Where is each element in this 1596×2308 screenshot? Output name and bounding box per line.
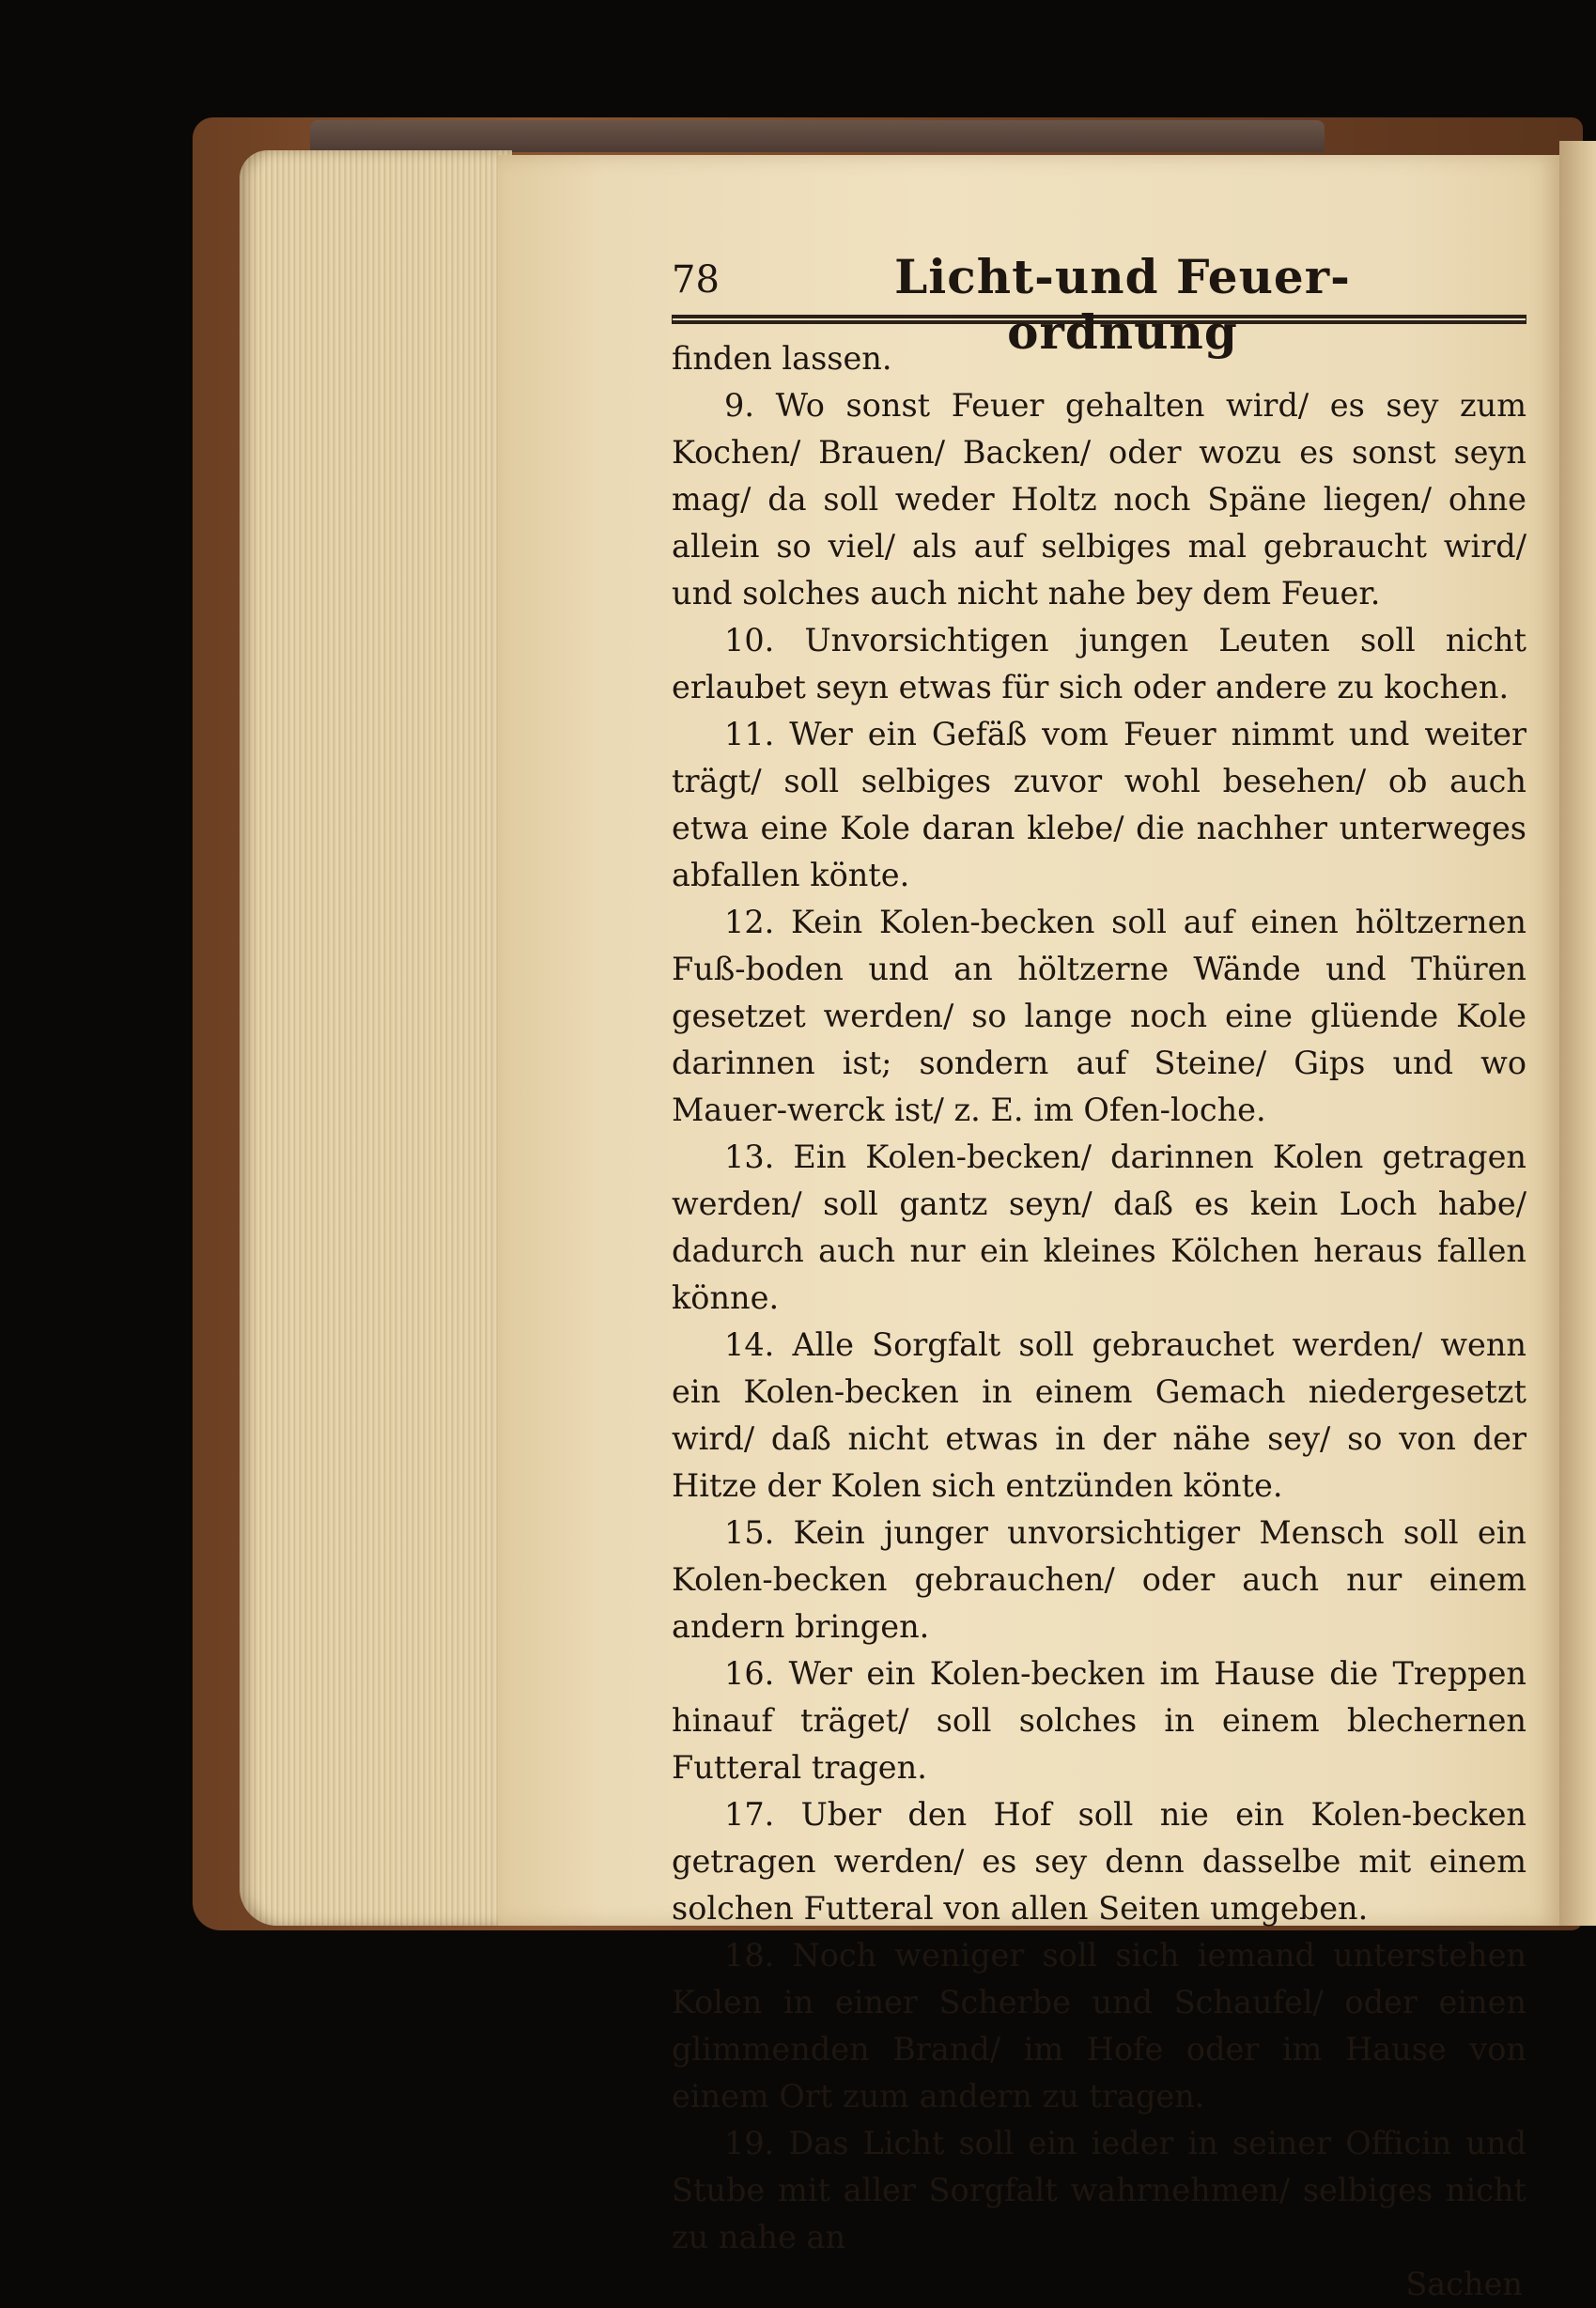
paragraph-number: 14. bbox=[724, 1326, 775, 1363]
page-edges bbox=[240, 150, 512, 1926]
paragraph-14 bbox=[672, 1322, 1526, 1510]
page-body bbox=[672, 335, 1526, 2261]
paragraph-text: Unvorsichtigen jungen Leuten soll nicht erlaubet seyn etwas für sich oder andere zu kochen. bbox=[672, 622, 1526, 705]
paragraph-number: 10. bbox=[724, 622, 775, 658]
book-spine-top bbox=[310, 120, 1325, 152]
paragraph-19 bbox=[672, 2120, 1526, 2261]
paragraph-17 bbox=[672, 1791, 1526, 1932]
paragraph-number: 17. bbox=[724, 1796, 775, 1833]
paragraph-number: 13. bbox=[724, 1139, 775, 1175]
paragraph-text: Wer ein Gefäß vom Feuer nimmt und weiter trägt/ soll selbiges zuvor wohl besehen/ ob auch etwa eine Kole daran klebe/ die nachher unterweges abfallen könte. bbox=[672, 716, 1526, 893]
paragraph-number: 19. bbox=[724, 2125, 775, 2161]
paragraph-text: Das Licht soll ein ieder in seiner Officin und Stube mit aller Sorgfalt wahrnehmen/ selbiges nicht zu nahe an bbox=[672, 2125, 1527, 2255]
paragraph-12 bbox=[672, 899, 1526, 1134]
paragraph-number: 11. bbox=[724, 716, 775, 752]
paragraph-number: 15. bbox=[724, 1514, 775, 1551]
paragraph-text: Wer ein Kolen-becken im Hause die Treppen hinauf träget/ soll solches in einem blechernen Futteral tragen. bbox=[672, 1655, 1526, 1786]
facing-page-edge bbox=[1559, 141, 1596, 1926]
paragraph-text: Ein Kolen-becken/ darinnen Kolen getragen werden/ soll gantz seyn/ daß es kein Loch habe/ dadurch auch nur ein kleines Kölchen heraus fallen könne. bbox=[672, 1139, 1526, 1316]
paragraph-15 bbox=[672, 1510, 1526, 1650]
paragraph-9 bbox=[672, 382, 1526, 617]
paragraph-text: Kein junger unvorsichtiger Mensch soll ein Kolen-becken gebrauchen/ oder auch nur einem andern bringen. bbox=[672, 1514, 1526, 1645]
page-number: 78 bbox=[672, 258, 720, 302]
paragraph-16 bbox=[672, 1650, 1526, 1791]
paragraph-text: Noch weniger soll sich iemand unterstehen Kolen in einer Scherbe und Schaufel/ oder einen glimmenden Brand/ im Hofe oder im Hause von einem Ort zum andern zu tragen. bbox=[672, 1937, 1527, 2114]
paragraph-text: Wo sonst Feuer gehalten wird/ es sey zum Kochen/ Brauen/ Backen/ oder wozu es sonst seyn mag/ da soll weder Holtz noch Späne liegen/ ohne allein so viel/ als auf selbiges mal gebraucht wird/ und solches auch nicht nahe bey dem Feuer. bbox=[672, 387, 1526, 612]
continuation-line: finden lassen. bbox=[672, 340, 892, 377]
paragraph-number: 18. bbox=[724, 1937, 775, 1974]
paragraph-11 bbox=[672, 711, 1526, 899]
paragraph-13 bbox=[672, 1134, 1526, 1322]
paragraph-number: 9. bbox=[724, 387, 754, 424]
catchword: Sachen bbox=[1405, 2266, 1523, 2302]
paragraph-18 bbox=[672, 1932, 1526, 2120]
paragraph-text: Kein Kolen-becken soll auf einen höltzernen Fuß-boden und an höltzerne Wände und Thüren gesetzet werden/ so lange noch eine glüende Kole darinnen ist; sondern auf Steine/ Gips und wo Mauer-werck ist/ z. E. im Ofen-loche. bbox=[672, 904, 1526, 1128]
running-title: Licht-und Feuer-ordnung bbox=[894, 249, 1351, 360]
paragraph-text: Alle Sorgfalt soll gebrauchet werden/ wenn ein Kolen-becken in einem Gemach niedergesetzt wird/ daß nicht etwas in der nähe sey/ so von der Hitze der Kolen sich entzünden könte. bbox=[672, 1326, 1526, 1504]
paragraph-10 bbox=[672, 617, 1526, 711]
paragraph-number: 12. bbox=[724, 904, 775, 940]
page-text-block bbox=[672, 240, 1526, 2308]
paragraph-text: Uber den Hof soll nie ein Kolen-becken getragen werden/ es sey denn dasselbe mit einem solchen Futteral von allen Seiten umgeben. bbox=[672, 1796, 1526, 1927]
paragraph-number: 16. bbox=[724, 1655, 775, 1692]
